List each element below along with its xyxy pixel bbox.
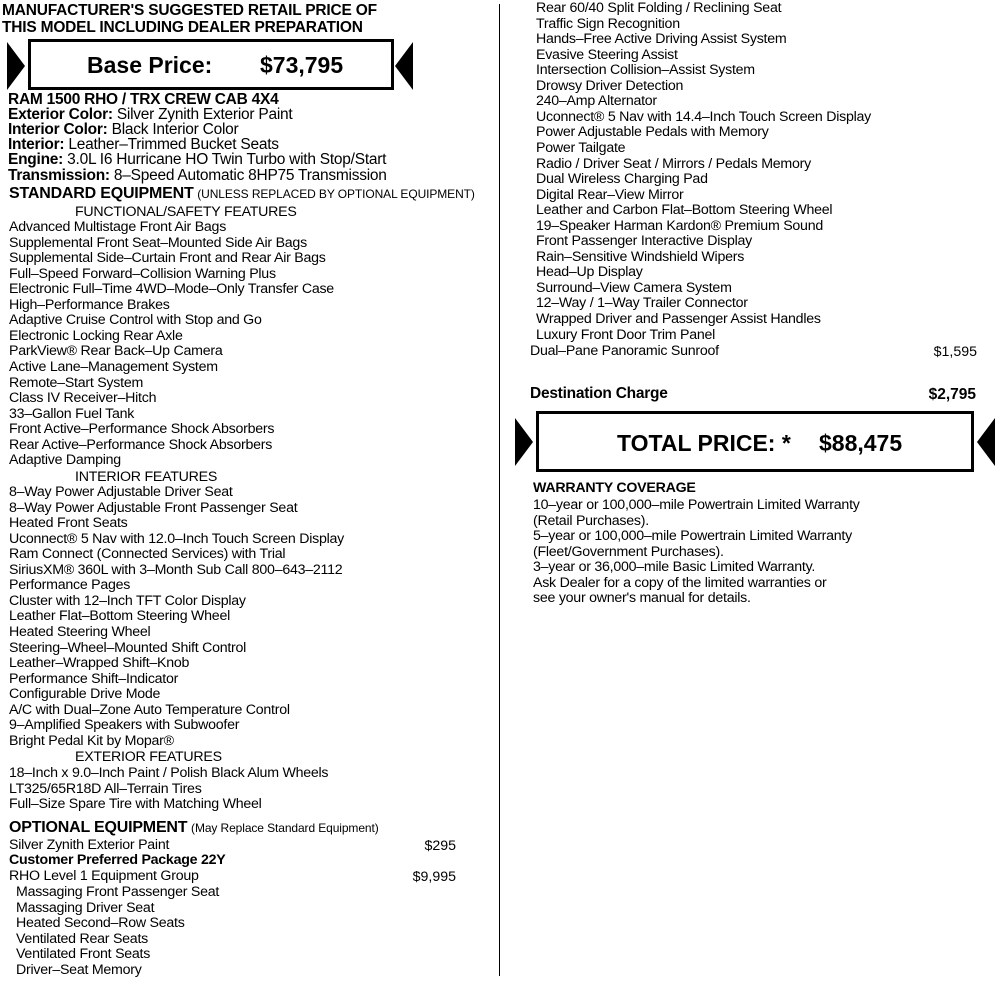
base-price-left-arrow-icon (7, 42, 25, 90)
interior-features-heading: INTERIOR FEATURES (75, 469, 218, 485)
exterior-feature-item: 18–Inch x 9.0–Inch Paint / Polish Black Alum Wheels (9, 765, 329, 781)
functional-feature-item: Active Lane–Management System (9, 358, 218, 375)
group-item: Digital Rear–View Mirror (536, 186, 684, 203)
functional-feature-item: Class IV Receiver–Hitch (9, 390, 157, 407)
group-item: Ventilated Rear Seats (16, 930, 148, 947)
vehicle-spec-value: Leather–Trimmed Bucket Seats (68, 136, 279, 153)
total-price-left-arrow-icon (515, 418, 533, 466)
group-item: Leather and Carbon Flat–Bottom Steering Wheel (536, 202, 833, 219)
functional-feature-item: Adaptive Cruise Control with Stop and Go (9, 312, 262, 329)
total-price-value: $88,475 (819, 430, 903, 456)
interior-feature-item: Ram Connect (Connected Services) with Trial (9, 546, 286, 563)
destination-label: Destination Charge (530, 385, 668, 402)
warranty-line: (Retail Purchases). (533, 512, 649, 529)
standard-equipment-title: STANDARD EQUIPMENT (9, 185, 194, 202)
functional-feature-item: Remote–Start System (9, 374, 144, 391)
optional-group-label: RHO Level 1 Equipment Group (9, 868, 199, 884)
functional-features-heading: FUNCTIONAL/SAFETY FEATURES (75, 204, 297, 220)
group-item: Massaging Front Passenger Seat (16, 884, 220, 900)
standard-equipment-heading (9, 186, 475, 203)
exterior-feature-item: LT325/65R18D All–Terrain Tires (9, 780, 202, 797)
interior-feature-item: SiriusXM® 360L with 3–Month Sub Call 800–643–2112 (9, 561, 343, 578)
warranty-line: (Fleet/Government Purchases). (533, 543, 724, 560)
warranty-title: WARRANTY COVERAGE (533, 480, 696, 496)
interior-feature-item: Leather–Wrapped Shift–Knob (9, 655, 190, 672)
vehicle-spec-label: Transmission: (8, 167, 114, 184)
group-item: Intersection Collision–Assist System (536, 62, 755, 79)
warranty-line: Ask Dealer for a copy of the limited warranties or (533, 574, 827, 591)
functional-feature-item: Supplemental Side–Curtain Front and Rear Air Bags (9, 250, 326, 267)
group-item: Front Passenger Interactive Display (536, 233, 752, 250)
optional-package-name: Customer Preferred Package 22Y (9, 852, 226, 868)
optional-equipment-title: OPTIONAL EQUIPMENT (9, 819, 188, 836)
group-item: 19–Speaker Harman Kardon® Premium Sound (536, 217, 823, 234)
optional-group-price: $9,995 (412, 869, 456, 885)
group-item: Power Tailgate (536, 139, 626, 156)
interior-feature-item: Bright Pedal Kit by Mopar® (9, 732, 174, 749)
base-price-value: $73,795 (260, 52, 344, 78)
vehicle-spec-label: Interior Color: (8, 121, 112, 138)
functional-feature-item: High–Performance Brakes (9, 296, 170, 313)
interior-feature-item: Heated Front Seats (9, 515, 128, 532)
functional-feature-item: Electronic Full–Time 4WD–Mode–Only Transfer Case (9, 281, 334, 298)
vehicle-spec-label: Interior: (8, 136, 69, 153)
functional-feature-item: Rear Active–Performance Shock Absorbers (9, 436, 273, 453)
interior-feature-item: 9–Amplified Speakers with Subwoofer (9, 717, 240, 734)
msrp-header-line2: THIS MODEL INCLUDING DEALER PREPARATION (2, 19, 363, 36)
group-item: Wrapped Driver and Passenger Assist Handles (536, 311, 821, 327)
functional-feature-item: Electronic Locking Rear Axle (9, 327, 183, 344)
warranty-line: 3–year or 36,000–mile Basic Limited Warranty. (533, 559, 816, 576)
column-divider (499, 4, 500, 976)
base-price-box (28, 39, 394, 90)
group-item: Massaging Driver Seat (16, 899, 155, 916)
group-item: Drowsy Driver Detection (536, 77, 684, 94)
vehicle-spec-value: Silver Zynith Exterior Paint (116, 106, 293, 123)
vehicle-spec-row (8, 152, 386, 168)
group-item: Power Adjustable Pedals with Memory (536, 124, 769, 141)
group-item: Rear 60/40 Split Folding / Reclining Seat (536, 0, 782, 16)
sunroof-label: Dual–Pane Panoramic Sunroof (530, 343, 719, 359)
optional-equipment-heading (9, 820, 379, 837)
total-price-box (536, 411, 974, 472)
base-price-right-arrow-icon (395, 42, 413, 90)
interior-feature-item: Uconnect® 5 Nav with 12.0–Inch Touch Screen Display (9, 530, 344, 547)
interior-feature-item: Performance Pages (9, 577, 131, 594)
group-item: 240–Amp Alternator (536, 93, 657, 110)
interior-feature-item: 8–Way Power Adjustable Front Passenger Seat (9, 499, 298, 516)
functional-feature-item: Full–Speed Forward–Collision Warning Plus (9, 265, 276, 282)
group-item: Rain–Sensitive Windshield Wipers (536, 248, 745, 265)
warranty-line: 5–year or 100,000–mile Powertrain Limited Warranty (533, 528, 852, 545)
interior-feature-item: Leather Flat–Bottom Steering Wheel (9, 608, 230, 625)
optional-paint-label: Silver Zynith Exterior Paint (9, 837, 170, 853)
sunroof-price: $1,595 (933, 344, 977, 360)
group-item: Surround–View Camera System (536, 279, 732, 296)
functional-feature-item: Front Active–Performance Shock Absorbers (9, 421, 275, 438)
group-item: Radio / Driver Seat / Mirrors / Pedals Memory (536, 155, 811, 172)
group-item: Driver–Seat Memory (16, 961, 142, 978)
functional-feature-item: 33–Gallon Fuel Tank (9, 405, 135, 422)
total-price-label: TOTAL PRICE: * (617, 430, 791, 456)
interior-feature-item: Cluster with 12–Inch TFT Color Display (9, 592, 246, 609)
destination-price: $2,795 (928, 386, 976, 403)
interior-feature-item: 8–Way Power Adjustable Driver Seat (9, 484, 233, 500)
optional-paint-price: $295 (424, 838, 456, 854)
vehicle-spec-value: 8–Speed Automatic 8HP75 Transmission (113, 167, 387, 184)
warranty-line: 10–year or 100,000–mile Powertrain Limited Warranty (533, 497, 860, 513)
group-item: Uconnect® 5 Nav with 14.4–Inch Touch Screen Display (536, 108, 871, 125)
group-item: 12–Way / 1–Way Trailer Connector (536, 295, 748, 312)
msrp-header-line1: MANUFACTURER'S SUGGESTED RETAIL PRICE OF (2, 2, 377, 19)
group-item: Traffic Sign Recognition (536, 15, 680, 32)
functional-feature-item: Adaptive Damping (9, 452, 121, 469)
interior-feature-item: A/C with Dual–Zone Auto Temperature Control (9, 701, 290, 718)
group-item: Ventilated Front Seats (16, 946, 151, 963)
functional-feature-item: ParkView® Rear Back–Up Camera (9, 343, 223, 360)
exterior-feature-item: Full–Size Spare Tire with Matching Wheel (9, 796, 262, 813)
functional-feature-item: Supplemental Front Seat–Mounted Side Air Bags (9, 234, 307, 251)
total-price-right-arrow-icon (977, 418, 995, 466)
group-item: Luxury Front Door Trim Panel (536, 326, 716, 343)
msrp-header (2, 2, 377, 36)
standard-equipment-subtitle: (UNLESS REPLACED BY OPTIONAL EQUIPMENT) (197, 187, 475, 201)
vehicle-spec-value: 3.0L I6 Hurricane HO Twin Turbo with Stop/Start (67, 151, 387, 168)
vehicle-model: RAM 1500 RHO / TRX CREW CAB 4X4 (8, 91, 279, 108)
warranty-line: see your owner's manual for details. (533, 590, 751, 607)
vehicle-spec-label: Engine: (8, 151, 68, 168)
interior-feature-item: Steering–Wheel–Mounted Shift Control (9, 639, 247, 656)
interior-feature-item: Configurable Drive Mode (9, 686, 161, 703)
vehicle-spec-row (8, 168, 387, 184)
vehicle-spec-label: Exterior Color: (8, 106, 117, 123)
group-item: Hands–Free Active Driving Assist System (536, 31, 787, 48)
functional-feature-item: Advanced Multistage Front Air Bags (9, 219, 227, 235)
group-item: Evasive Steering Assist (536, 46, 678, 63)
group-item: Heated Second–Row Seats (16, 915, 185, 932)
group-item: Dual Wireless Charging Pad (536, 171, 708, 188)
base-price-label: Base Price: (87, 52, 213, 78)
interior-feature-item: Heated Steering Wheel (9, 623, 151, 640)
group-item: Head–Up Display (536, 264, 643, 281)
interior-feature-item: Performance Shift–Indicator (9, 670, 179, 687)
optional-equipment-subtitle: (May Replace Standard Equipment) (191, 821, 379, 835)
vehicle-spec-value: Black Interior Color (111, 121, 239, 138)
exterior-features-heading: EXTERIOR FEATURES (75, 749, 222, 765)
